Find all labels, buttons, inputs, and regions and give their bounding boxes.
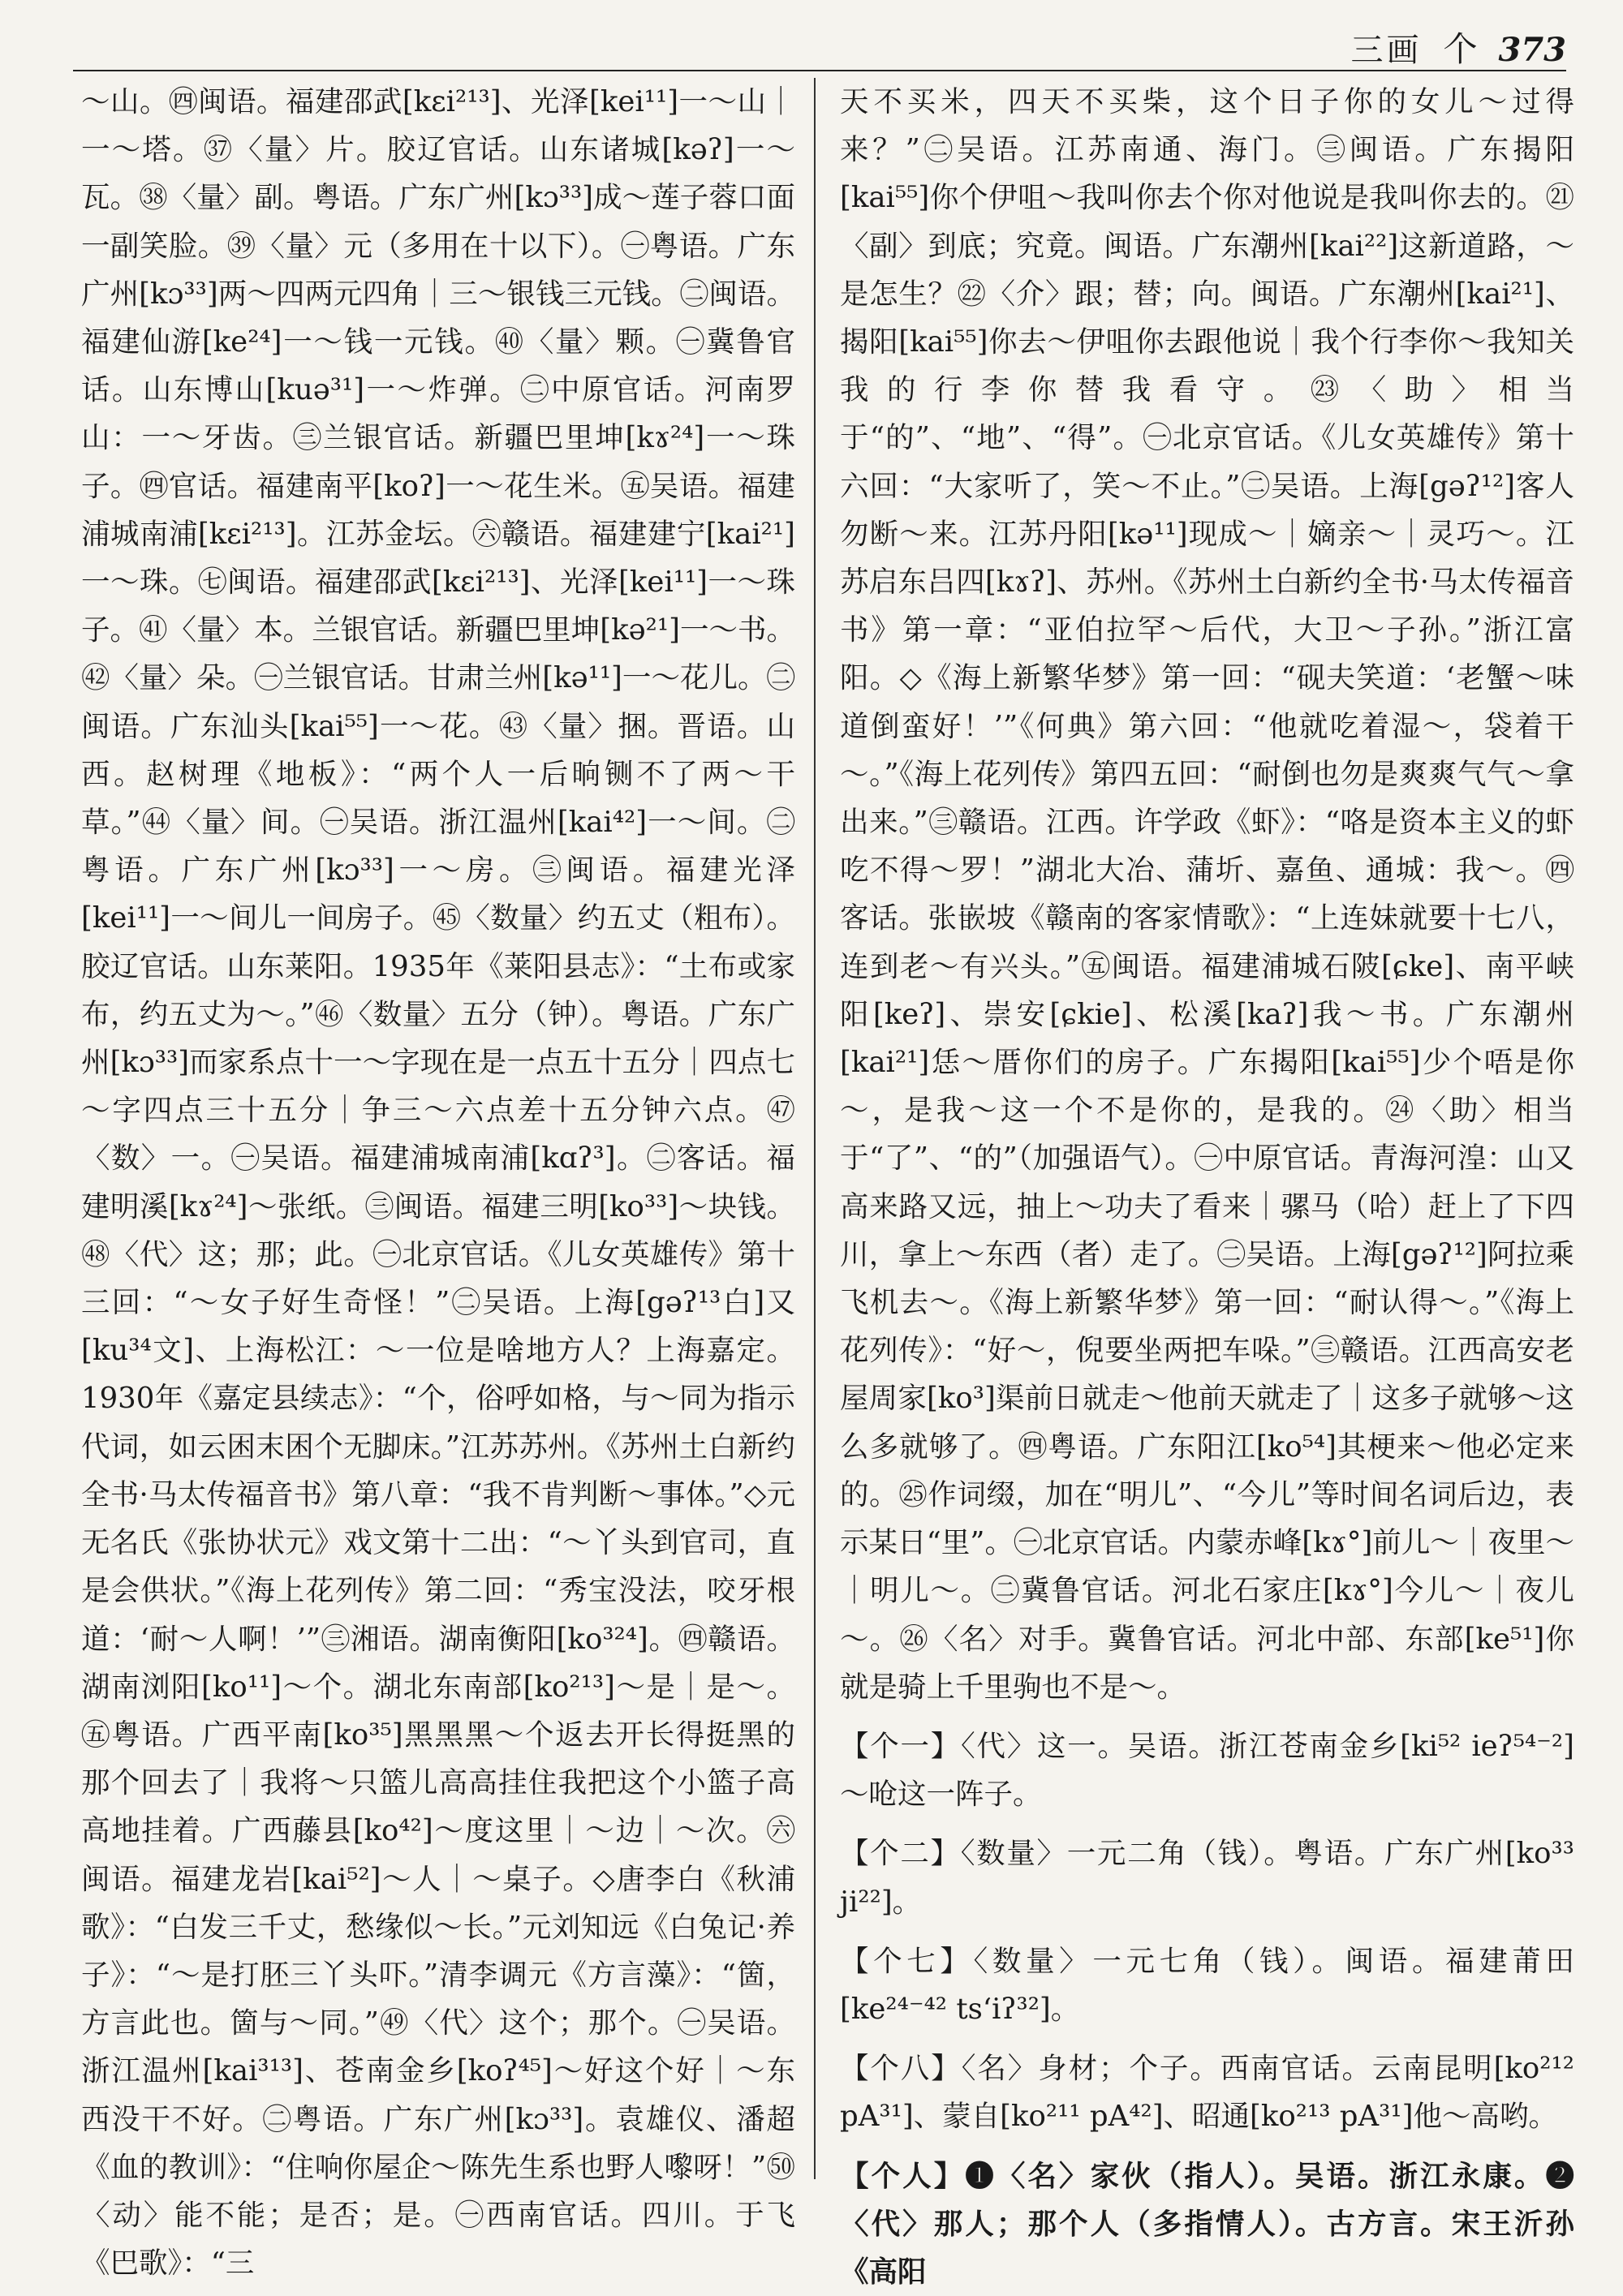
page-number: 373	[1498, 31, 1566, 69]
entry-ge-er: 【个二】〈数量〉一元二角（钱）。粤语。广东广州[ko³³ ji²²]。	[840, 1837, 1574, 1919]
entry-ge-ren: 【个人】❶〈名〉家伙（指人）。吴语。浙江永康。❷〈代〉那人；那个人（多指情人）。古方言。宋王沂孙《高阳	[840, 2159, 1574, 2289]
running-head	[1350, 23, 1566, 71]
section-label: 三画	[1350, 32, 1423, 69]
right-column-continuation: 天不买米，四天不买柴，这个日子你的女儿～过得来？”㊁吴语。江苏南通、海门。㊂闽语。广东揭阳[kai⁵⁵]你个伊咀～我叫你去个你对他说是我叫你去的。㉑〈副〉到底；究竟。闽语。广东潮州[kai²²]这新道路，～是怎生？㉒〈介〉跟；替；向。闽语。广东潮州[kai²¹]、揭阳[kai⁵⁵]你去～伊咀你去跟他说｜我个行李你～我知关我的行李你替我看守。㉓〈助〉相当于“的”、“地”、“得”。㊀北京官话。《儿女英雄传》第十六回：“大家听了，笑～不止。”㊁吴语。上海[gəʔ¹²]客人勿断～来。江苏丹阳[kə¹¹]现成～｜嫡亲～｜灵巧～。江苏启东吕四[kɤʔ]、苏州。《苏州土白新约全书·马太传福音书》第一章：“亚伯拉罕～后代，大卫～子孙。”浙江富阳。◇《海上新繁华梦》第一回：“砚夫笑道：‘老蟹～味道倒蛮好！’”《何典》第六回：“他就吃着湿～，袋着干～。”《海上花列传》第四五回：“耐倒也勿是爽爽气气～拿出来。”㊂赣语。江西。许学政《虾》：“咯是资本主义的虾吃不得～罗！”湖北大冶、蒲圻、嘉鱼、通城：我～。㊃客话。张嵌坡《赣南的客家情歌》：“上连妹就要十七八，连到老～有兴头。”㊄闽语。福建浦城石陂[ɕke]、南平峡阳[keʔ]、崇安[ɕkie]、松溪[kaʔ]我～书。广东潮州[kai²¹]恁～厝你们的房子。广东揭阳[kai⁵⁵]少个唔是你～，是我～这一个不是你的，是我的。㉔〈助〉相当于“了”、“的”（加强语气）。㊀中原官话。青海河湟：山又高来路又远，抽上～功夫了看来｜骡马（哈）赶上了下四川，拿上～东西（者）走了。㊁吴语。上海[gəʔ¹²]阿拉乘飞机去～。《海上新繁华梦》第一回：“耐认得～。”《海上花列传》：“好～，倪要坐两把车哚。”㊂赣语。江西高安老屋周家[ko³]渠前日就走～他前天就走了｜这多子就够～这么多就够了。㊃粤语。广东阳江[ko⁵⁴]其梗来～他必定来的。㉕作词缀，加在“明儿”、“今儿”等时间名词后边，表示某日“里”。㊀北京官话。内蒙赤峰[kɤ°]前儿～｜夜里～｜明儿～。㊁冀鲁官话。河北石家庄[kɤ°]今儿～｜夜儿～。㉖〈名〉对手。冀鲁官话。河北中部、东部[ke⁵¹]你就是骑上千里驹也不是～。	[840, 85, 1574, 1704]
column-divider	[814, 78, 816, 2179]
entry-ge-yi: 【个一】〈代〉这一。吴语。浙江苍南金乡[ki⁵² ieʔ⁵⁴⁻²]～呛这一阵子。	[840, 1729, 1574, 1812]
entry-ge-qi: 【个七】〈数量〉一元七角（钱）。闽语。福建莆田[ke²⁴⁻⁴² tsʻiʔ³²]。	[840, 1944, 1574, 2026]
left-column	[81, 78, 795, 2281]
right-column	[840, 78, 1574, 2289]
left-column-text: ～山。㊃闽语。福建邵武[kɛi²¹³]、光泽[kei¹¹]一～山｜一～塔。㊲〈量〉片。胶辽官话。山东诸城[kəʔ]一～瓦。㊳〈量〉副。粤语。广东广州[kɔ³³]成～莲子蓉口面一副笑脸。㊴〈量〉元（多用在十以下）。㊀粤语。广东广州[kɔ³³]两～四两元四角｜三～银钱三元钱。㊁闽语。福建仙游[ke²⁴]一～钱一元钱。㊵〈量〉颗。㊀冀鲁官话。山东博山[kuə³¹]一～炸弹。㊁中原官话。河南罗山：一～牙齿。㊂兰银官话。新疆巴里坤[kɤ²⁴]一～珠子。㊃官话。福建南平[koʔ]一～花生米。㊄吴语。福建浦城南浦[kɛi²¹³]。江苏金坛。㊅赣语。福建建宁[kai²¹]一～珠。㊆闽语。福建邵武[kɛi²¹³]、光泽[kei¹¹]一～珠子。㊶〈量〉本。兰银官话。新疆巴里坤[kə²¹]一～书。㊷〈量〉朵。㊀兰银官话。甘肃兰州[kə¹¹]一～花儿。㊁闽语。广东汕头[kai⁵⁵]一～花。㊸〈量〉捆。晋语。山西。赵树理《地板》：“两个人一后晌铡不了两～干草。”㊹〈量〉间。㊀吴语。浙江温州[kai⁴²]一～间。㊁粤语。广东广州[kɔ³³]一～房。㊂闽语。福建光泽[kei¹¹]一～间儿一间房子。㊺〈数量〉约五丈（粗布）。胶辽官话。山东莱阳。1935年《莱阳县志》：“土布或家布，约五丈为～。”㊻〈数量〉五分（钟）。粤语。广东广州[kɔ³³]而家系点十一～字现在是一点五十五分｜四点七～字四点三十五分｜争三～六点差十五分钟六点。㊼〈数〉一。㊀吴语。福建浦城南浦[kɑʔ³]。㊁客话。福建明溪[kɤ²⁴]～张纸。㊂闽语。福建三明[ko³³]～块钱。㊽〈代〉这；那；此。㊀北京官话。《儿女英雄传》第十三回：“～女子好生奇怪！”㊁吴语。上海[gəʔ¹³白]又[ku³⁴文]、上海松江：～一位是啥地方人？上海嘉定。1930年《嘉定县续志》：“个，俗呼如格，与～同为指示代词，如云困末困个无脚床。”江苏苏州。《苏州土白新约全书·马太传福音书》第八章：“我不肯判断～事体。”◇元无名氏《张协状元》戏文第十二出：“～丫头到官司，直是会供状。”《海上花列传》第二回：“秀宝没法，咬牙根道：‘耐～人啊！’”㊂湘语。湖南衡阳[ko³²⁴]。㊃赣语。湖南浏阳[ko¹¹]～个。湖北东南部[ko²¹³]～是｜是～。㊄粤语。广西平南[ko³⁵]黑黑黑～个返去开长得挺黑的那个回去了｜我将～只篮儿高高挂住我把这个小篮子高高地挂着。广西藤县[ko⁴²]～度这里｜～边｜～次。㊅闽语。福建龙岩[kai⁵²]～人｜～桌子。◇唐李白《秋浦歌》：“白发三千丈，愁缘似～长。”元刘知远《白兔记·养子》：“～是打胚三丫头吓。”清李调元《方言藻》：“箇，方言此也。箇与～同。”㊾〈代〉这个；那个。㊀吴语。浙江温州[kai³¹³]、苍南金乡[koʔ⁴⁵]～好这个好｜～东西没干不好。㊁粤语。广东广州[kɔ³³]。袁雄仪、潘超《血的教训》：“住响你屋企～陈先生系也野人嚟呀！”㊿〈动〉能不能；是否；是。㊀西南官话。四川。于飞《巴歌》：“三	[81, 85, 795, 2281]
header-rule	[73, 70, 1566, 71]
entry-ge-ba: 【个八】〈名〉身材；个子。西南官话。云南昆明[ko²¹² pA³¹]、蒙自[ko²¹¹ pA⁴²]、昭通[ko²¹³ pA³¹]他～高哟。	[840, 2052, 1574, 2134]
headword-label: 个	[1443, 29, 1478, 69]
